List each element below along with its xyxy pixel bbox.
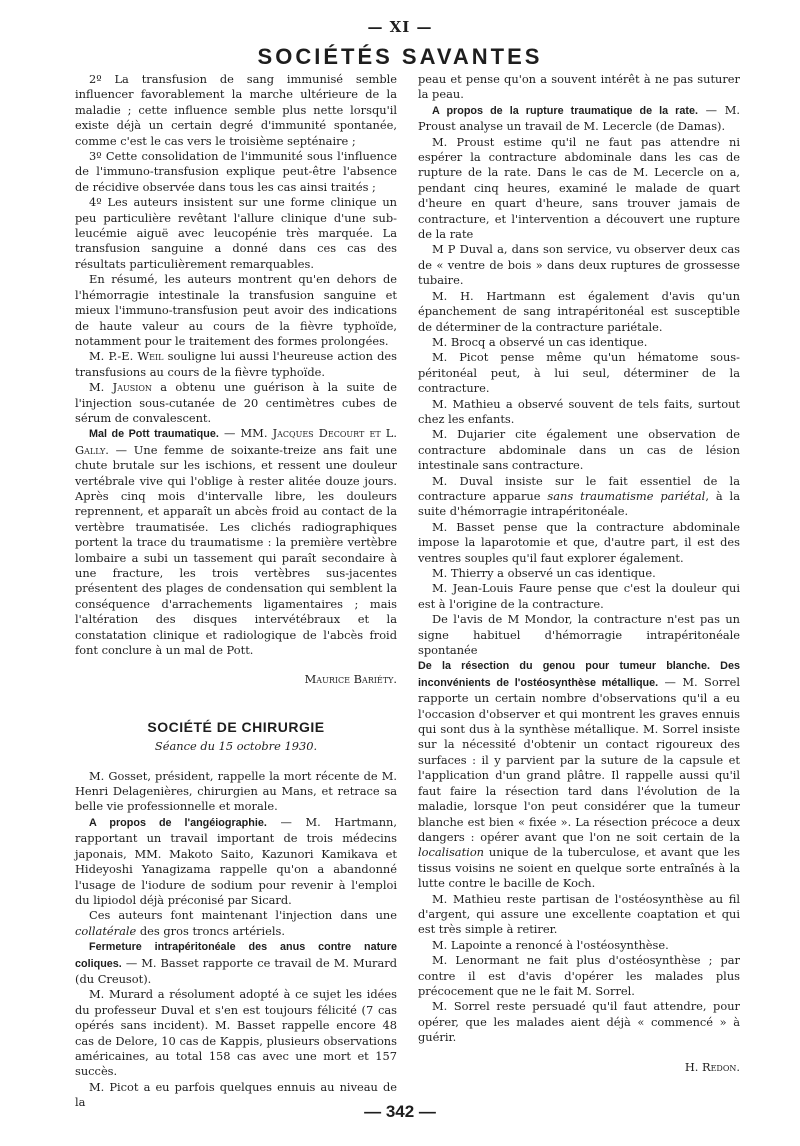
paragraph-text: des gros troncs artériels.	[136, 923, 286, 938]
paragraph-text: — M. Proust analyse un travail de M. Lecercle (de Damas).	[418, 102, 741, 134]
paragraph: M. Brocq a observé un cas identique.	[432, 334, 648, 349]
right-column	[418, 72, 740, 1075]
article-heading: A propos de l'angéiographie.	[89, 816, 267, 829]
paragraph: M. Lapointe a renoncé à l'ostéosynthèse.	[432, 937, 669, 952]
page-number: — 342 —	[364, 1102, 436, 1121]
paragraph: peau et pense qu'on a souvent intérêt à ne pas suturer la peau.	[418, 72, 740, 102]
paragraph: M. Picot a eu parfois quelques ennuis au niveau de la	[75, 1079, 397, 1110]
author-name: M. P.-E. Weil	[89, 349, 164, 364]
paragraph-text: souligne lui aussi l'heureuse action des transfusions au cours de la fièvre typhoïde.	[75, 349, 397, 379]
emphasis: localisation	[418, 845, 485, 860]
paragraph: M. Murard a résolument adopté à ce sujet les idées du professeur Duval et s'en est toujours félicité (7 cas opérés sans incident). M. Basset rappelle encore 48 cas de Delore, 10 cas de Kappis, plusieurs observations américaines, au total 158 cas avec une mort et 157 succès.	[75, 987, 397, 1079]
paragraph-text: — M. Hartmann, rapportant un travail important de trois médecins japonais, MM. Makoto Saito, Kazunori Kamikava et Hideyoshi Yanagizama rappelle qu'on a abandonné l'usage de l'iodure de sodium pour revenir à l'emploi du lipiodol déjà préconisé par Sicard.	[75, 814, 397, 907]
paragraph: M. Thierry a observé un cas identique.	[432, 566, 656, 580]
paragraph	[75, 349, 397, 380]
paragraph: M. Mathieu a observé souvent de tels faits, surtout chez les enfants.	[418, 396, 740, 426]
session-date: Séance du 15 octobre 1930.	[154, 739, 318, 754]
paragraph: M. Jean-Louis Faure pense que c'est la douleur qui est à l'origine de la contracture.	[418, 581, 740, 611]
paragraph: M. Lenormant ne fait plus d'ostéosynthèse ; par contre il est d'avis d'opérer les malades plus précocement que ne le fait M. Sorrel.	[418, 953, 740, 998]
left-column	[75, 72, 397, 1111]
paragraph	[418, 103, 740, 135]
paragraph: M. Gosset, président, rappelle la mort récente de M. Henri Delagenières, chirurgien au Mans, et retrace sa belle vie professionnelle et morale.	[75, 768, 397, 814]
article-heading: A propos de la rupture traumatique de la rate.	[432, 104, 698, 117]
paragraph-text: , à la suite d'hémorragie intrapéritonéale.	[418, 488, 740, 519]
paragraph: M. Basset pense que la contracture abdominale impose la laparotomie et que, d'autre part, il est des ventres souples qu'il faut explorer également.	[418, 519, 740, 565]
paragraph: 2º La transfusion de sang immunisé semble influencer favorablement la marche ultérieure de la maladie ; cette influence semble plus nette lorsqu'il existe déjà un certain degré d'immunité spontanée, comme c'est le cas vers le troisième septénaire ;	[75, 72, 397, 148]
paragraph	[75, 815, 397, 908]
paragraph: De l'avis de M Mondor, la contracture n'est pas un signe habituel d'hémorragie intrapéritonéale spontanée	[418, 612, 740, 658]
paragraph	[75, 908, 397, 939]
paragraph: M. Sorrel reste persuadé qu'il faut attendre, pour opérer, que les malades aient déjà « commencé » à guérir.	[418, 999, 740, 1045]
paragraph-text: M. Duval insiste sur le fait essentiel de la contracture apparue	[418, 473, 740, 503]
article-heading: De la résection du genou pour tumeur blanche. Des inconvénients de l'ostéosynthèse métallique.	[418, 660, 740, 689]
paragraph	[418, 658, 740, 891]
emphasis: collatérale	[75, 923, 137, 938]
paragraph	[75, 426, 397, 658]
section-title: SOCIÉTÉ DE CHIRURGIE	[147, 718, 325, 735]
article-heading: Fermeture intrapéritonéale des anus contre nature coliques.	[75, 941, 397, 970]
author-name: M. Jausion	[89, 380, 152, 395]
paragraph: 4º Les auteurs insistent sur une forme clinique un peu particulière revêtant l'allure clinique d'une sub-leucémie aiguë avec leucopénie très marquée. La transfusion sanguine a donné dans ces cas des résultats particulièrement remarquables.	[75, 195, 397, 271]
paragraph-text: — M. Sorrel rapporte un certain nombre d'observations qu'il a eu l'occasion d'observer et qui montrent les graves ennuis qui sont dus à la synthèse métallique. M. Sorrel insiste sur la nécessité d'obtenir un contact rigoureux des surfaces : il y parvient par la suture de la capsule et l'application d'un grand plâtre. Il rappelle aussi qu'il faut faire la résection tard dans l'évolution de la maladie, lorsque l'on peut considérer que la tumeur blanche est bien « fixée ». La résection précoce a deux dangers : opérer avant que l'on ne soit certain de la	[418, 674, 740, 844]
paragraph	[75, 939, 397, 987]
paragraph-text: — M. Basset rapporte ce travail de M. Murard (du Creusot).	[75, 955, 397, 986]
paragraph: 3º Cette consolidation de l'immunité sous l'influence de l'immuno-transfusion explique peut-être l'absence de récidive observée dans tous les cas ainsi traités ;	[75, 149, 397, 194]
paragraph-text: a obtenu une guérison à la suite de l'injection sous-cutanée de 20 centimètres cubes de sérum de convalescent.	[75, 380, 397, 425]
author-names: — MM. Jacques Decourt et L. Gally.	[75, 426, 397, 457]
page-roman-numeral: — XI —	[367, 18, 433, 36]
signature: H. Redon.	[684, 1059, 740, 1074]
paragraph: M P Duval a, dans son service, vu observer deux cas de « ventre de bois » dans deux ruptures de grossesse tubaire.	[418, 242, 740, 288]
paragraph: M. H. Hartmann est également d'avis qu'un épanchement de sang intrapéritonéal est susceptible de déterminer de la contracture pariétale.	[418, 288, 740, 334]
paragraph: En résumé, les auteurs montrent qu'en dehors de l'hémorragie intestinale la transfusion sanguine et mieux l'immuno-transfusion peut avoir des indications de haute valeur au cours de la fièvre typhoïde, notamment pour le traitement des formes prolongées.	[75, 272, 397, 348]
paragraph: M. Mathieu reste partisan de l'ostéosynthèse au fil d'argent, qui assure une excellente coaptation et qui est très simple à retirer.	[418, 891, 740, 937]
emphasis: sans traumatisme pariétal	[547, 488, 706, 503]
paragraph: M. Dujarier cite également une observation de contracture abdominale dans un cas de lésion intestinale sans contracture.	[418, 427, 740, 473]
paragraph	[418, 474, 740, 520]
page-title: SOCIÉTÉS SAVANTES	[257, 44, 543, 69]
article-heading: Mal de Pott traumatique.	[89, 428, 219, 441]
paragraph-text: — Une femme de soixante-treize ans fait une chute brutale sur les ischions, et ressent une douleur vertébrale vive qui l'oblige à rester alitée douze jours. Après cinq mois d'intervalle libre, les douleurs reprennent, et apparaît un abcès froid au contact de la vertèbre traumatisée. Les clichés radiographiques portent la trace du traumatisme : la première vertèbre lombaire a subi un tassement qui paraît secondaire à une fracture, les trois vertèbres sus-jacentes présentent des plages de condensation qui semblent la conséquence d'arrachements ligamentaires ; mais l'altération des disques intervétébraux et la constatation clinique et radiologique de l'abcès froid font conclure à un mal de Pott.	[75, 442, 397, 658]
paragraph-text: unique de la tuberculose, et avant que les tissus voisins ne soient en quelque sorte entraînés à la lutte contre le bacille de Koch.	[418, 845, 740, 891]
paragraph-text: Ces auteurs font maintenant l'injection dans une	[89, 908, 397, 923]
paragraph: M. Picot pense même qu'un hématome sous-péritonéal peut, à lui seul, déterminer de la contracture.	[418, 350, 740, 396]
paragraph: M. Proust estime qu'il ne faut pas attendre ni espérer la contracture abdominale dans les cas de rupture de la rate. Dans le cas de M. Lecercle on a, pendant cinq heures, examiné le malade de quart d'heure en quart d'heure, sans trouver jamais de contracture, et l'intervention a découvert une rupture de la rate	[418, 134, 740, 242]
paragraph	[75, 380, 397, 426]
signature: Maurice Bariéty.	[304, 672, 397, 687]
